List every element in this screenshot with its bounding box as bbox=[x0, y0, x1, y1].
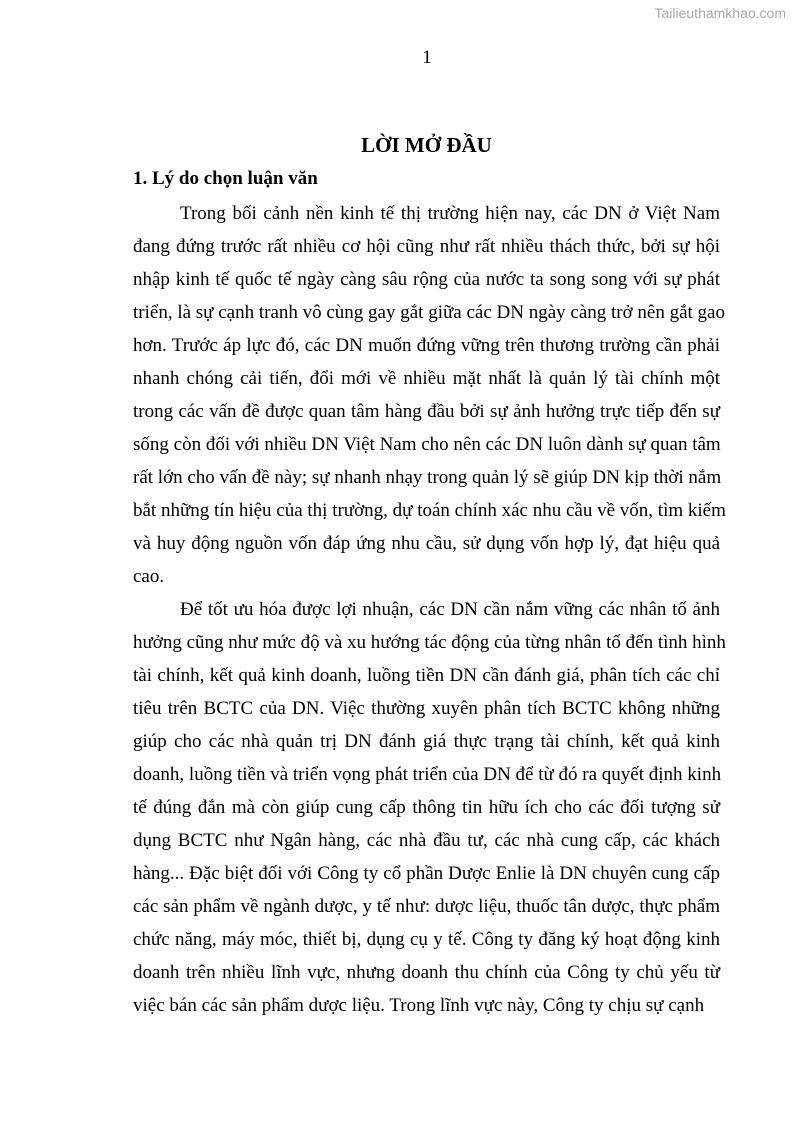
document-body bbox=[133, 197, 726, 1022]
text-line: trong các vấn đề được quan tâm hàng đầu bởi sự ảnh hưởng trực tiếp đến sự bbox=[133, 401, 720, 422]
text-line: tài chính, kết quả kinh doanh, luồng tiền DN cần đánh giá, phân tích các chỉ bbox=[133, 665, 720, 686]
text-line: cao. bbox=[133, 566, 165, 587]
text-line: doanh trên nhiều lĩnh vực, nhưng doanh thu chính của Công ty chủ yếu từ bbox=[133, 962, 720, 983]
text-line: rất lớn cho vấn đề này; sự nhanh nhạy trong quản lý sẽ giúp DN kịp thời nắm bbox=[133, 467, 722, 488]
text-line: nhập kinh tế quốc tế ngày càng sâu rộng của nước ta song song với sự phát bbox=[133, 269, 720, 290]
text-line: doanh, luồng tiền và triển vọng phát triển của DN để từ đó ra quyết định kinh bbox=[133, 764, 722, 785]
text-line: tiêu trên BCTC của DN. Việc thường xuyên phân tích BCTC không những bbox=[133, 698, 720, 719]
text-line: và huy động nguồn vốn đáp ứng nhu cầu, sử dụng vốn hợp lý, đạt hiệu quả bbox=[133, 533, 720, 554]
text-line: sống còn đối với nhiều DN Việt Nam cho nên các DN luôn dành sự quan tâm bbox=[133, 434, 721, 455]
watermark: Tailieuthamkhao.com bbox=[654, 5, 786, 21]
text-line: dụng BCTC như Ngân hàng, các nhà đầu tư, các nhà cung cấp, các khách bbox=[133, 830, 720, 851]
text-line: Trong bối cảnh nền kinh tế thị trường hiện nay, các DN ở Việt Nam bbox=[180, 203, 720, 224]
paragraph bbox=[133, 593, 726, 1022]
text-line: nhanh chóng cải tiến, đổi mới về nhiều mặt nhất là quản lý tài chính một bbox=[133, 368, 720, 389]
text-line: đang đứng trước rất nhiều cơ hội cũng như rất nhiều thách thức, bởi sự hội bbox=[133, 236, 720, 257]
text-line: Để tốt ưu hóa được lợi nhuận, các DN cần nắm vững các nhân tố ảnh bbox=[180, 599, 720, 620]
text-line: bắt những tín hiệu của thị trường, dự toán chính xác nhu cầu về vốn, tìm kiếm bbox=[133, 500, 726, 521]
text-line: việc bán các sản phẩm dược liệu. Trong lĩnh vực này, Công ty chịu sự cạnh bbox=[133, 995, 705, 1016]
text-line: chức năng, máy móc, thiết bị, dụng cụ y tế. Công ty đăng ký hoạt động kinh bbox=[133, 929, 720, 950]
section-heading: 1. Lý do chọn luận văn bbox=[133, 168, 318, 189]
text-line: giúp cho các nhà quản trị DN đánh giá thực trạng tài chính, kết quả kinh bbox=[133, 731, 720, 752]
text-line: tế đúng đắn mà còn giúp cung cấp thông tin hữu ích cho các đối tượng sử bbox=[133, 797, 720, 818]
text-line: các sản phẩm về ngành dược, y tế như: dược liệu, thuốc tân dược, thực phẩm bbox=[133, 896, 720, 917]
text-line: hàng... Đặc biệt đối với Công ty cổ phần Dược Enlie là DN chuyên cung cấp bbox=[133, 863, 720, 884]
text-line: hơn. Trước áp lực đó, các DN muốn đứng vững trên thương trường cần phải bbox=[133, 335, 720, 356]
text-line: hưởng cũng như mức độ và xu hướng tác động của từng nhân tố đến tình hình bbox=[133, 632, 726, 653]
page-number: 1 bbox=[422, 47, 432, 68]
page-title: LỜI MỞ ĐẦU bbox=[361, 133, 492, 157]
paragraph bbox=[133, 197, 726, 593]
text-line: triển, là sự cạnh tranh vô cùng gay gắt giữa các DN ngày càng trở nên gắt gao bbox=[133, 302, 725, 323]
